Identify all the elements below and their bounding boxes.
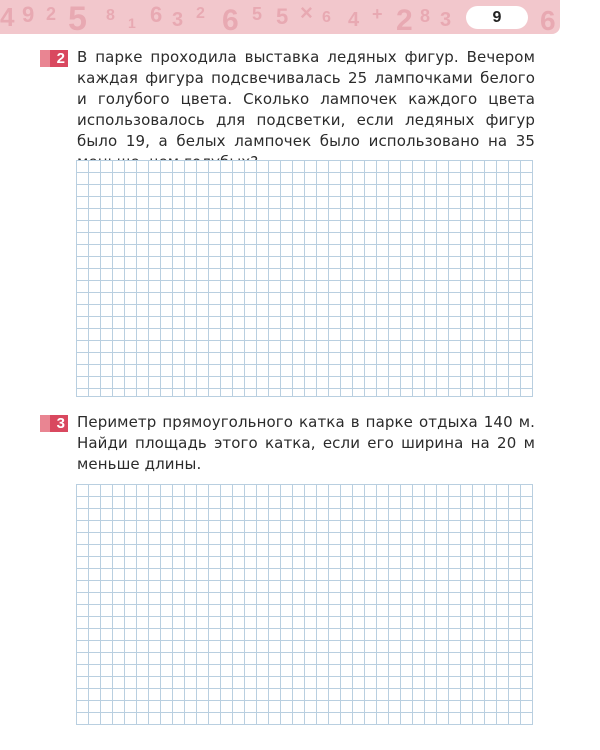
- task-number-badge: [40, 50, 68, 67]
- decor-digit: 2: [396, 4, 413, 34]
- decor-digit: 6: [322, 9, 331, 26]
- decor-digit: 4: [348, 9, 360, 31]
- task-number-badge: [40, 415, 68, 432]
- decor-digit: 6: [540, 5, 556, 34]
- decor-digit: 4: [0, 2, 15, 32]
- decor-digit: 1: [128, 15, 136, 31]
- task-number: 3: [56, 415, 65, 432]
- task-text: В парке проходила выставка ледяных фигур. Вечером каждая фигура подсвечивалась 25 лампочками белого и голубого цвета. Сколько лампочек каждого цвета использовалось для подсветки, если ледяных фигур было 19, а белых лампочек было использовано на 35: [77, 48, 535, 150]
- decor-digit: 9: [22, 2, 35, 27]
- decor-digit: 3: [172, 9, 184, 31]
- decor-digit: 6: [150, 2, 163, 27]
- answer-grid-task-2[interactable]: [76, 160, 533, 397]
- task-number: 2: [56, 50, 65, 67]
- answer-grid-task-3[interactable]: [76, 484, 533, 725]
- decor-digit: 6: [222, 4, 239, 34]
- task-text: Периметр прямоугольного катка в парке отдыха 140 м. Найди площадь этого катка, если его ширина на 20 м меньше длины.: [77, 413, 535, 473]
- page-header-band: [0, 0, 560, 34]
- decor-digit: 8: [420, 6, 431, 26]
- decor-digit: +: [372, 4, 383, 24]
- decor-digit: 3: [440, 9, 452, 31]
- decor-digit: 2: [196, 5, 205, 22]
- decor-digit: ×: [300, 0, 313, 25]
- task-3: [40, 412, 535, 475]
- decor-digit: 5: [276, 4, 289, 29]
- decor-digit: 8: [106, 7, 115, 24]
- decor-digit: 2: [46, 4, 57, 24]
- page-number: 9: [466, 6, 528, 29]
- decor-digit: 5: [68, 0, 87, 34]
- decor-digit: 5: [252, 4, 263, 24]
- task-2: [40, 47, 535, 173]
